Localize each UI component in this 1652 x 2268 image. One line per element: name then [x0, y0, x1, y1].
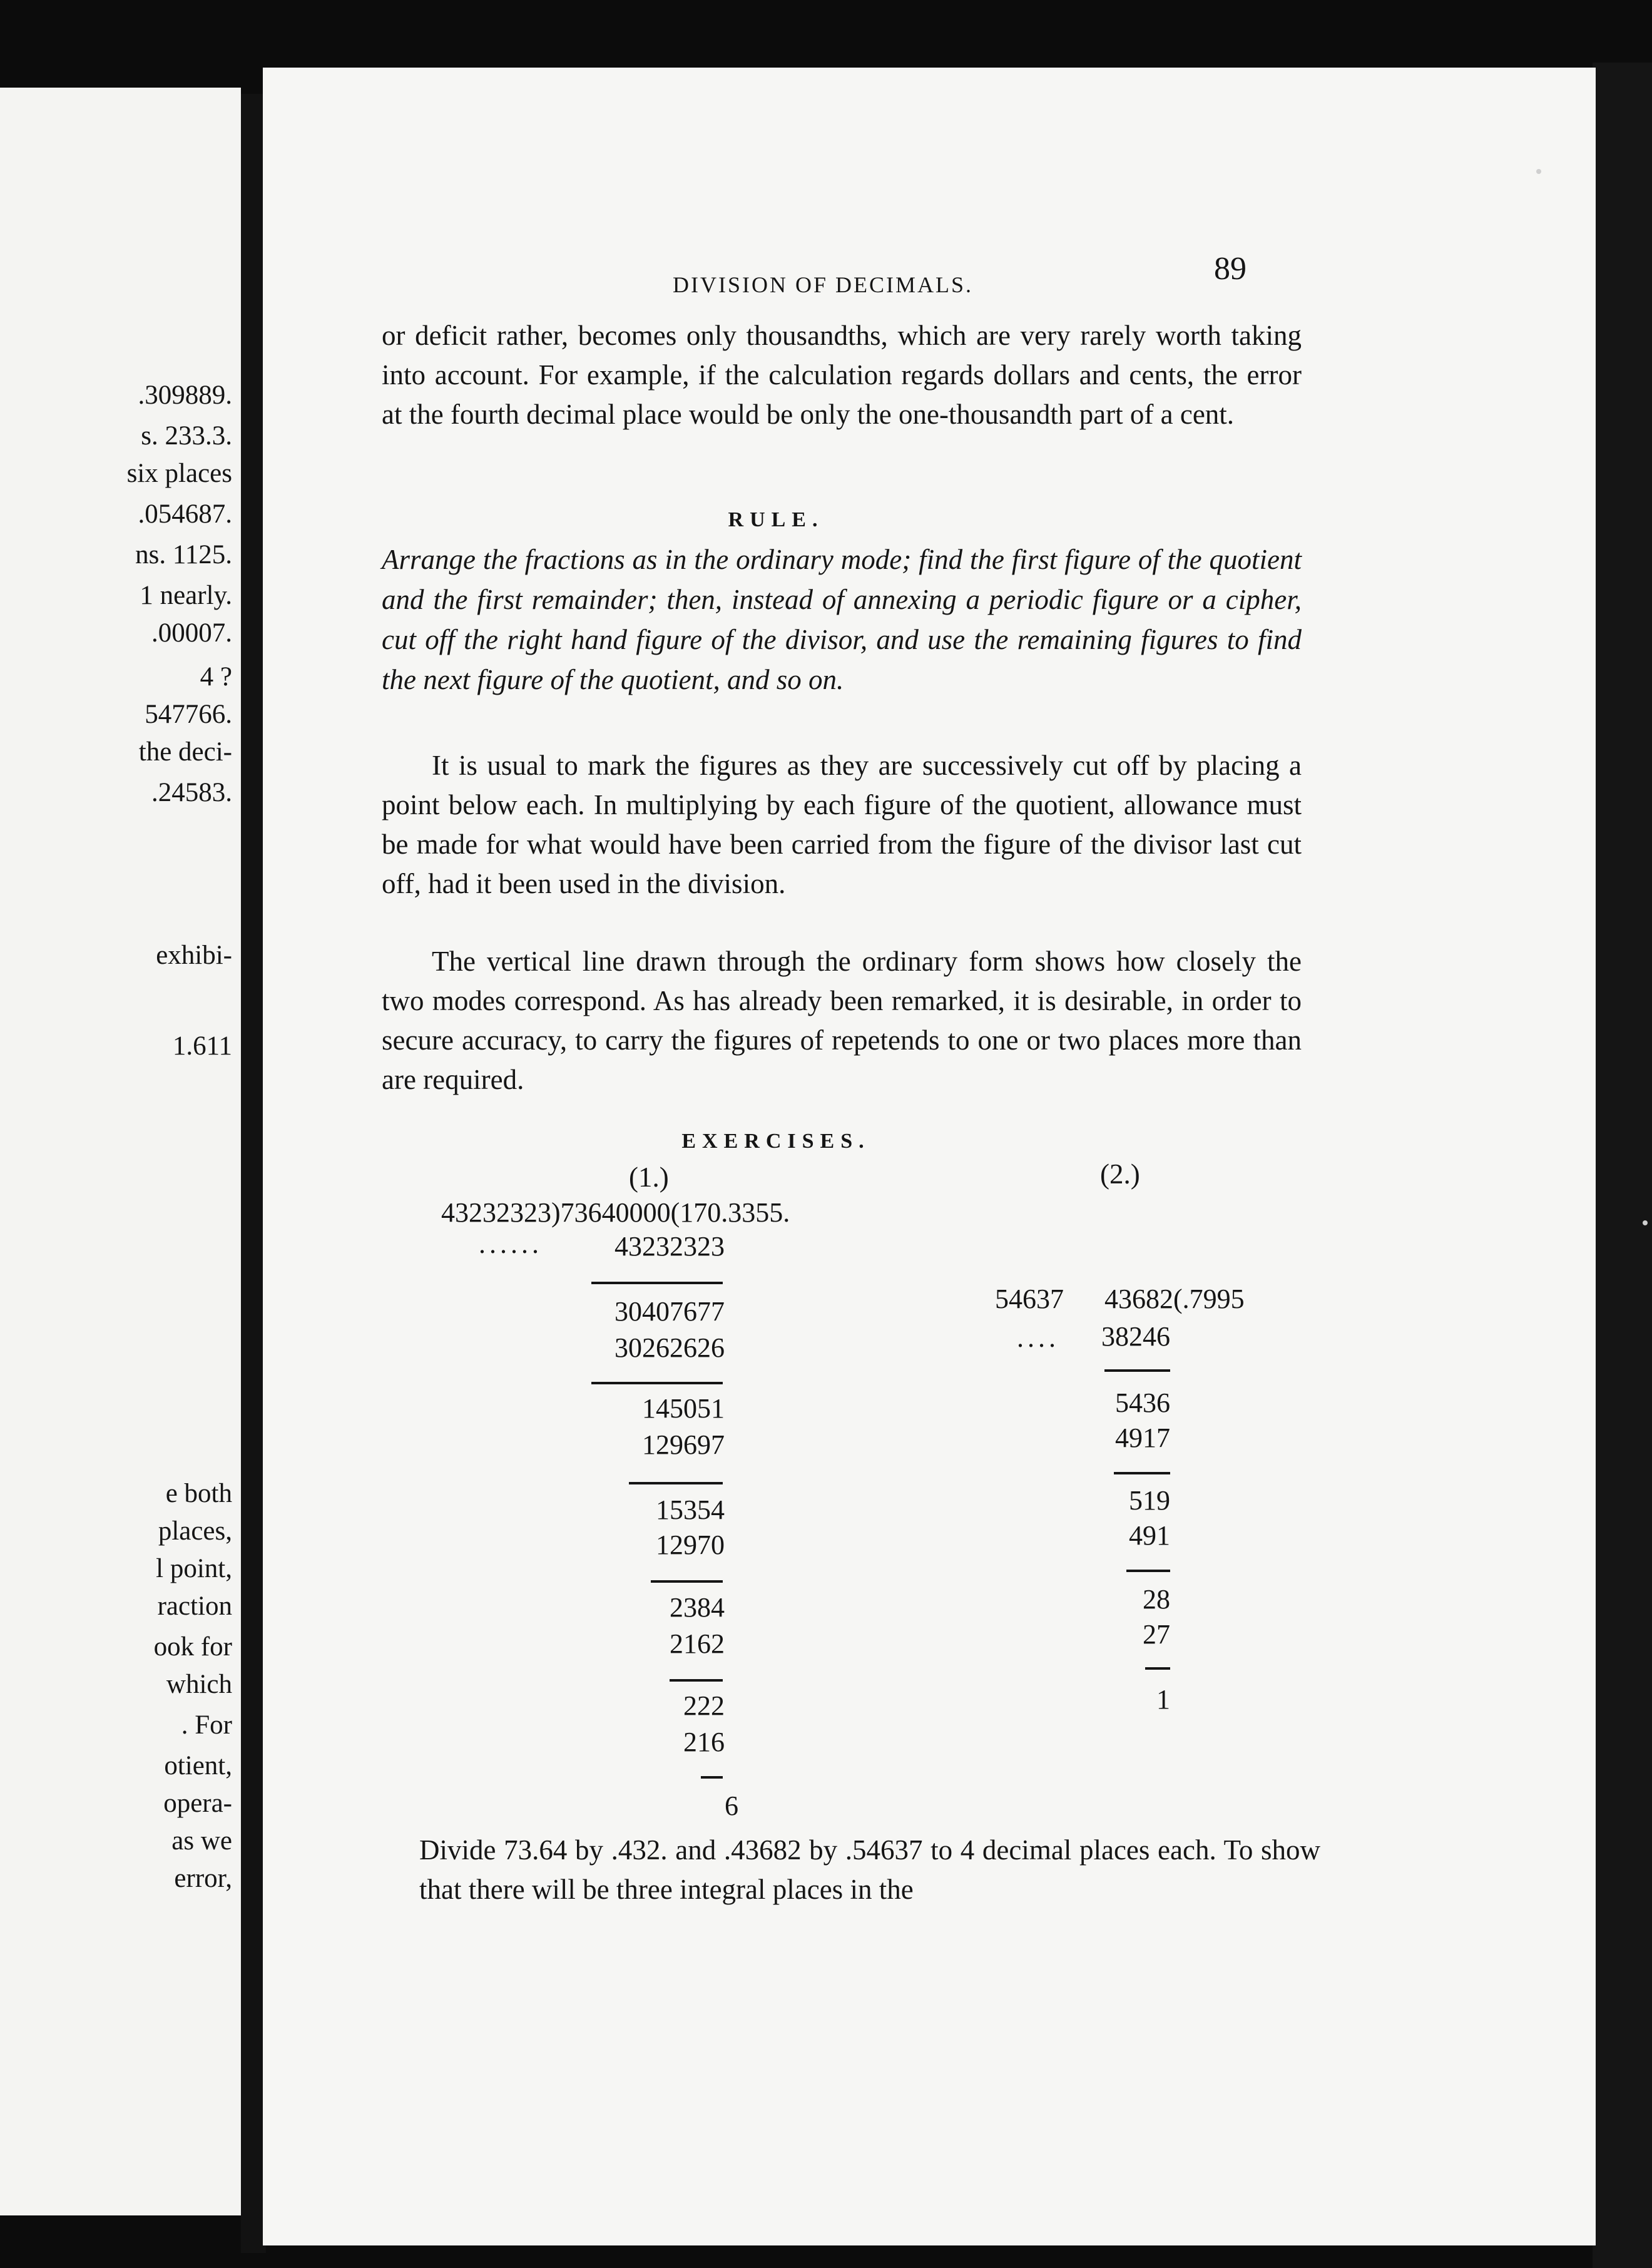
left-page-text-fragment: ns. 1125. [135, 540, 232, 570]
left-page-text-fragment: the deci- [138, 737, 232, 767]
exercise-1-rule [591, 1382, 723, 1384]
exercise-1-rule [651, 1580, 723, 1583]
left-page-text-fragment: otient, [164, 1751, 232, 1780]
exercise-1-cutoff-dots: ...... [479, 1228, 543, 1259]
left-page-text-fragment: s. 233.3. [141, 421, 232, 451]
exercise-2-rule [1104, 1369, 1170, 1372]
exercise-2-row: 28 [1143, 1584, 1170, 1615]
exercise-1-row: 12970 [656, 1530, 725, 1560]
exercise-2-rule [1126, 1570, 1170, 1572]
exercise-1-row: 30262626 [614, 1332, 725, 1363]
exercise-1-row: 2384 [670, 1592, 725, 1623]
left-page-text-fragment: which [166, 1670, 232, 1699]
exercise-2-row: 491 [1129, 1520, 1170, 1551]
left-page-text-fragment: error, [174, 1864, 232, 1893]
left-page-text-fragment: opera- [163, 1789, 232, 1818]
exercise-1-row: 129697 [642, 1429, 725, 1460]
left-page-text-fragment: .24583. [151, 778, 232, 807]
left-page-text-fragment: .309889. [138, 381, 232, 410]
exercise-2-row: 38246 [1101, 1321, 1170, 1352]
exercise-2-label: (2.) [1100, 1158, 1140, 1190]
exercise-1-row: 2162 [670, 1628, 725, 1659]
exercise-1-row: 30407677 [614, 1296, 725, 1327]
exercise-1-rule [701, 1776, 723, 1779]
exercise-1-rule [670, 1679, 723, 1682]
exercise-2-divisor: 54637 [995, 1284, 1064, 1314]
left-page-text-fragment: .00007. [151, 618, 232, 648]
exercise-2-rule [1114, 1472, 1170, 1474]
marking-paragraph: It is usual to mark the figures as they are successively cut off by placing a point below each. In multiplying by each figure of the quotient, allowance must be made for what would have been carried from the figure of the divisor last cut off, had it been used in the division. [382, 750, 1302, 899]
dust-speck [1536, 169, 1541, 174]
exercise-2-row: 27 [1143, 1619, 1170, 1650]
exercise-1-label: (1.) [629, 1162, 669, 1193]
exercise-1-row: 145051 [642, 1393, 725, 1424]
exercise-1-row: 222 [683, 1690, 725, 1721]
book-gutter [241, 94, 266, 2253]
exercise-1-row: 216 [683, 1727, 725, 1757]
left-page-text-fragment: 1 nearly. [140, 581, 232, 610]
running-head: DIVISION OF DECIMALS. [673, 272, 974, 297]
left-page-text-fragment: places, [158, 1516, 232, 1546]
left-page-text-fragment: 4 ? [200, 662, 232, 692]
rule-heading: RULE. [728, 508, 824, 531]
exercise-1-division-head: 43232323)73640000(170.3355. [441, 1197, 790, 1228]
left-page-text-fragment: as we [171, 1826, 232, 1856]
exercise-1-row: 6 [725, 1790, 738, 1821]
exercise-1-row: 15354 [656, 1494, 725, 1525]
exercise-2-row: 1 [1156, 1684, 1170, 1715]
exercise-2-dividend-quotient: 43682(.7995 [1104, 1284, 1245, 1314]
exercise-1-row: 43232323 [614, 1231, 725, 1262]
exercise-2-row: 519 [1129, 1485, 1170, 1516]
book-binding-edge [1593, 63, 1652, 2268]
left-page-text-fragment: exhibi- [156, 941, 232, 970]
exercise-1-rule [591, 1282, 723, 1284]
vertical-line-paragraph: The vertical line drawn through the ordinary form shows how closely the two modes correspond. As has already been remarked, it is desirable, in order to secure accuracy, to carry the figures of repetends to one or two places more than are required. [382, 946, 1302, 1095]
left-page-text-fragment: 547766. [145, 700, 232, 729]
dust-speck [1643, 1220, 1648, 1225]
left-page-text-fragment: raction [157, 1591, 232, 1621]
left-page-text-fragment: 1.611 [172, 1031, 232, 1061]
exercise-2-row: 4917 [1115, 1423, 1170, 1453]
exercise-2-row: 5436 [1115, 1387, 1170, 1418]
left-page-text-fragment: ook for [153, 1632, 232, 1662]
exercises-heading: EXERCISES. [681, 1130, 870, 1153]
exercise-1-rule [629, 1482, 723, 1484]
left-page-text-fragment: e both [165, 1479, 232, 1508]
left-page-text-fragment: l point, [156, 1554, 232, 1583]
opening-paragraph: or deficit rather, becomes only thousandths, which are very rarely worth taking into account. For example, if the calculation regards dollars and cents, the error at the fourth decimal place would be only the one-thousandth part of a cent. [382, 320, 1302, 430]
left-page-text-fragment: . For [181, 1710, 232, 1740]
exercise-2-rule [1145, 1667, 1170, 1670]
rule-text: Arrange the fractions as in the ordinary mode; find the first figure of the quotient and the first remainder; then, instead of annexing a periodic figure or a cipher, cut off the right hand figure of the divisor, and use the remaining figures to find the next figure of the quotient, and so on. [382, 544, 1302, 695]
exercise-2-cutoff-dots: .... [1017, 1322, 1059, 1353]
left-page-text-fragment: six places [126, 459, 232, 488]
final-paragraph: Divide 73.64 by .432. and .43682 by .54637 to 4 decimal places each. To show that there will be three integral places in the [419, 1834, 1320, 1905]
left-page-text-fragment: .054687. [138, 499, 232, 529]
page-number: 89 [1214, 251, 1247, 287]
